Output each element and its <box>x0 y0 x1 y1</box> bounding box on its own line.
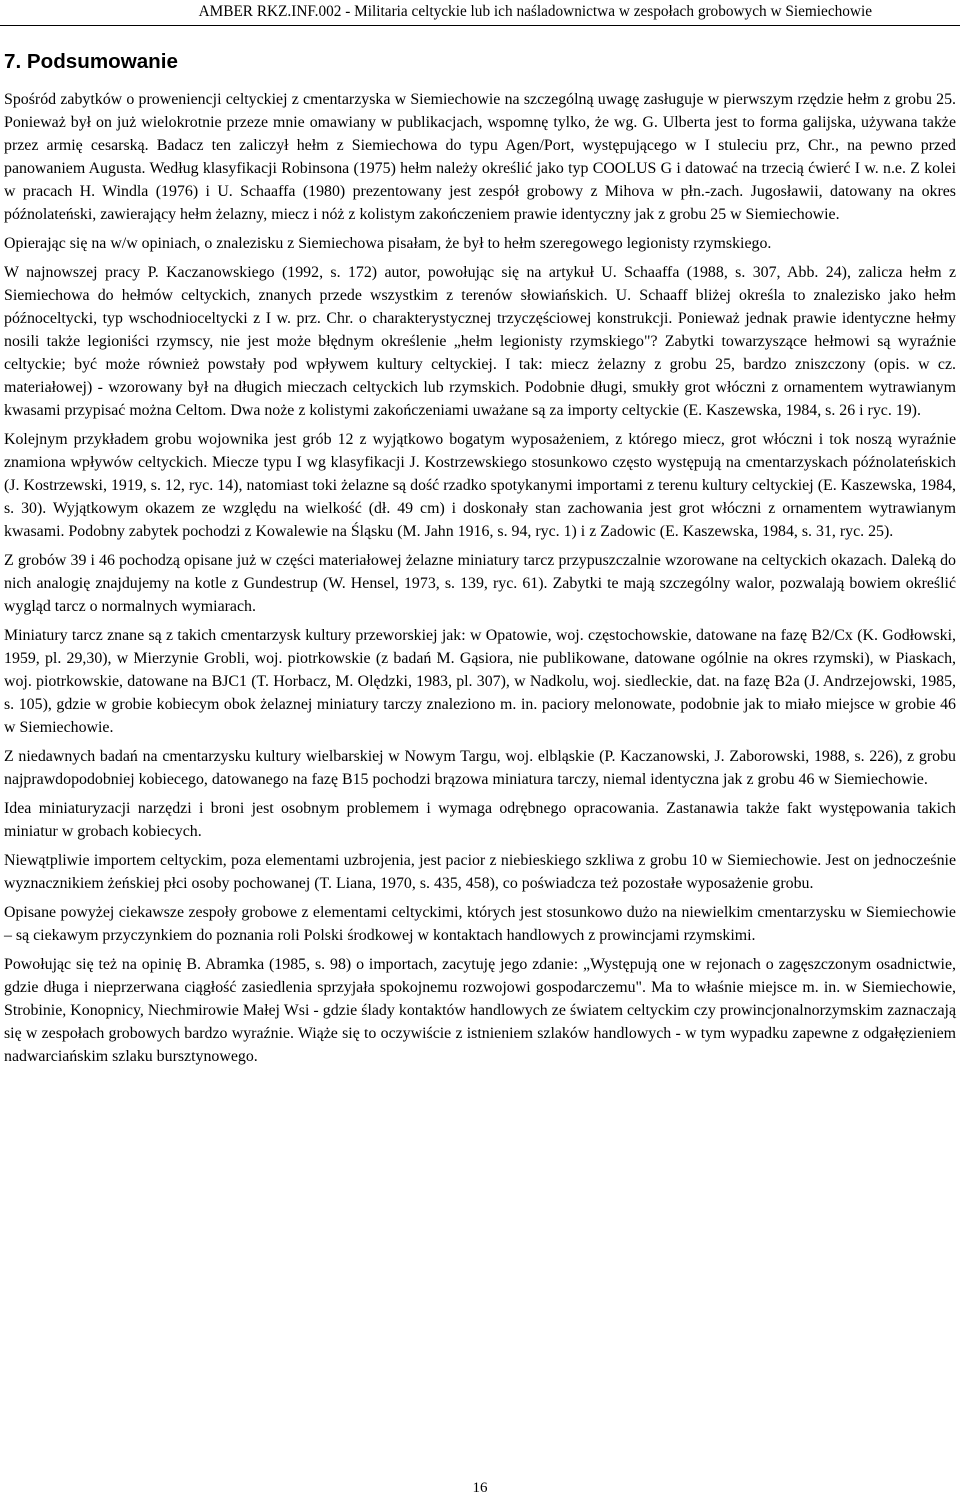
paragraph: Opierając się na w/w opiniach, o znalezisku z Siemiechowa pisałam, że był to hełm szeregowego legionisty rzymskiego. <box>4 235 772 252</box>
paragraph: Miniatury tarcz znane są z takich cmentarzysk kultury przeworskiej jak: w Opatowie, woj. częstochowskie, datowane na fazę B2/Cx (K. Godłowski, 1959, pl. 29,30), w Mierzynie Grobli, woj. piotrkowskie (z badań M. Gąsiora, nie publikowane, datowane ogólnie na okres rzymski), w Piaskach, woj. piotrkowskie, datowane na BJC1 (T. Horbacz, M. Olędzki, 1983, pl. 307), w Nadkolu, woj. siedleckie, dat. na fazę B2a (J. Andrzejowski, 1985, s. 105), gdzie w grobie kobiecym obok żelaznej miniatury tarczy znaleziono m. in. paciory melonowate, podobnie jak to miało miejsce w grobie 46 w Siemiechowie. <box>4 627 956 736</box>
paragraph: Powołując się też na opinię B. Abramka (1985, s. 98) o importach, zacytuję jego zdanie: „Występują one w rejonach o zagęszczonym osadnictwie, gdzie długa i nieprzerwana ciągłość zasiedlenia sprzyjała spokojnemu rozwojowi gospodarczemu". Ma to właśnie miejsce m. in. w Siemiechowie, Strobinie, Konopnicy, Niechmirowie Małej Wsi - gdzie ślady kontaktów handlowych ze światem celtyckim czy prowincjonalnorzymskim zaznaczają się w zespołach grobowych bardzo wyraźnie. Wiąże się to oczywiście z istnieniem szlaków handlowych - w tym wypadku zapewne z odgałęzieniem nadwarciańskim szlaku bursztynowego. <box>4 956 956 1065</box>
paragraph: Idea miniaturyzacji narzędzi i broni jest osobnym problemem i wymaga odrębnego opracowania. Zastanawia także fakt występowania takich miniatur w grobach kobiecych. <box>4 800 956 840</box>
paragraph: Kolejnym przykładem grobu wojownika jest grób 12 z wyjątkowo bogatym wyposażeniem, z którego miecz, grot włóczni i tok noszą wyraźnie znamiona wpływów celtyckich. Miecze typu I wg klasyfikacji J. Kostrzewskiego stosunkowo często występują na cmentarzyskach późnolateńskich (J. Kostrzewski, 1919, s. 12, ryc. 14), natomiast toki żelazne są dość rzadko spotykanymi importami z terenu kultury celtyckiej (E. Kaszewska, 1984, s. 30). Wyjątkowym okazem ze względu na wielkość (dł. 49 cm) i doskonały stan zachowania jest grot włóczni z ornamentem wytrawianym kwasami. Podobny zabytek pochodzi z Kowalewie na Śląsku (M. Jahn 1916, s. 94, ryc. 1) i z Zadowic (E. Kaszewska, 1984, s. 31, ryc. 25). <box>4 431 956 540</box>
paragraph: Opisane powyżej ciekawsze zespoły grobowe z elementami celtyckimi, których jest stosunkowo dużo na niewielkim cmentarzysku w Siemiechowie – są ciekawym przyczynkiem do poznania roli Polski środkowej w kontaktach handlowych z prowincjami rzymskimi. <box>4 904 956 944</box>
page-number: 16 <box>472 1480 488 1496</box>
body-text <box>4 88 956 1074</box>
paragraph: W najnowszej pracy P. Kaczanowskiego (1992, s. 172) autor, powołując się na artykuł U. Schaaffa (1988, s. 307, Abb. 24), zalicza hełm z Siemiechowa do hełmów celtyckich, znanych przede wszystkim z terenów słowiańskich. U. Schaaff bliżej określa to znalezisko jako hełm późnoceltycki, typ wschodnioceltycki z I w. prz. Chr. o charakterystycznej trzyczęściowej konstrukcji. Ponieważ jednak prawie identyczne hełmy nosili także legioniści rzymscy, nie jest może błędnym określenie „hełm legionisty rzymskiego"? Zabytki towarzyszące hełmowi są wyraźnie celtyckie; być może również powstały pod wpływem kultury celtyckiej. I tak: miecz żelazny z grobu 25, bardzo zniszczony (opis. w cz. materiałowej) - wzorowany był na długich mieczach celtyckich lub rzymskich. Podobnie długi, smukły grot włóczni z ornamentem wytrawianym kwasami przypisać można Celtom. Dwa noże z kolistymi zakończeniami uważane są za importy celtyckie (E. Kaszewska, 1984, s. 26 i ryc. 19). <box>4 264 956 419</box>
section-heading: 7. Podsumowanie <box>4 50 178 73</box>
paragraph: Z grobów 39 i 46 pochodzą opisane już w części materiałowej żelazne miniatury tarcz przypuszczalnie wzorowane na celtyckich okazach. Daleką do nich analogię znajdujemy na kotle z Gundestrup (W. Hensel, 1973, s. 139, ryc. 61). Zabytki te mają szczególny walor, pozwalają bowiem określić wygląd tarcz o normalnych wymiarach. <box>4 552 956 615</box>
paragraph: Niewątpliwie importem celtyckim, poza elementami uzbrojenia, jest pacior z niebieskiego szkliwa z grobu 10 w Siemiechowie. Jest on jednocześnie wyznacznikiem żeńskiej płci osoby pochowanej (T. Liana, 1970, s. 435, 458), co poświadcza też pozostałe wyposażenie grobu. <box>4 852 956 892</box>
running-header: AMBER RKZ.INF.002 - Militaria celtyckie lub ich naśladownictwa w zespołach grobowych w Siemiechowie <box>198 3 872 20</box>
paragraph: Spośród zabytków o proweniencji celtyckiej z cmentarzyska w Siemiechowie na szczególną uwagę zasługuje w pierwszym rzędzie hełm z grobu 25. Ponieważ był on już wielokrotnie przeze mnie omawiany w publikacjach, wspomnę tylko, że wg. G. Ulberta jest to forma galijska, używana także przez armię cesarską. Badacz ten zaliczył hełm z Siemiechowa do typu Agen/Port, występującego w I stuleciu prz, Chr., na pewno przed panowaniem Augusta. Według klasyfikacji Robinsona (1975) hełm należy określić jako typ COOLUS G i datować na trzecią ćwierć I w. n.e. Z kolei w pracach H. Windla (1976) i U. Schaaffa (1980) prezentowany jest zespół grobowy z Mihova w płn.-zach. Jugosławii, datowany na okres późnolateński, zawierający hełm żelazny, miecz i nóż z kolistym zakończeniem prawie identyczny jak z grobu 25 w Siemiechowie. <box>4 91 956 223</box>
paragraph: Z niedawnych badań na cmentarzysku kultury wielbarskiej w Nowym Targu, woj. elbląskie (P. Kaczanowski, J. Zaborowski, 1988, s. 226), z grobu najprawdopodobniej kobiecego, datowanego na fazę B15 pochodzi brązowa miniatura tarczy, niemal identyczna jak z grobu 46 w Siemiechowie. <box>4 748 956 788</box>
header-divider <box>0 25 960 26</box>
